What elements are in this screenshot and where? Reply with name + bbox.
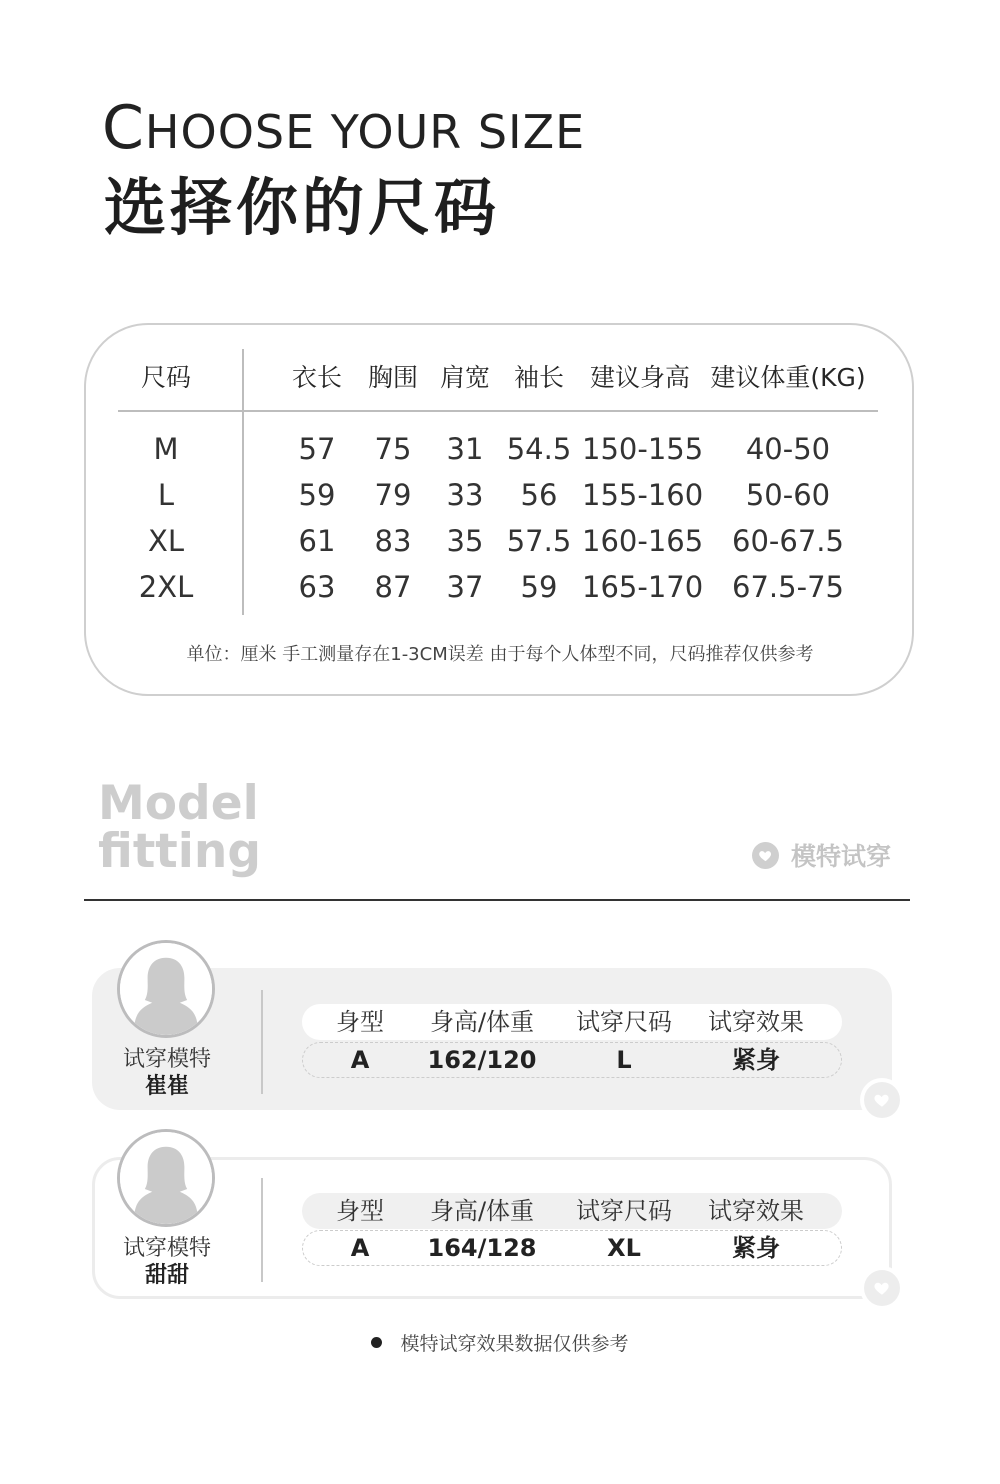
cell-chest: 83 [374,524,412,558]
cell-height: 155-160 [582,478,704,512]
cell-size: XL [147,524,185,558]
model-body-type: A [350,1234,370,1262]
cell-size: 2XL [138,570,194,604]
cell-sleeve: 54.5 [506,432,572,466]
model-fitting-tag-label: 模特试穿 [791,842,892,871]
cell-height: 160-165 [582,524,704,558]
model-effect: 紧身 [732,1234,780,1262]
cell-shoulder: 31 [446,432,484,466]
col-header-size: 尺码 [140,363,191,392]
cell-weight: 50-60 [745,478,831,512]
col-header-sleeve: 袖长 [513,363,564,392]
model-fitting-title: Model fitting [98,776,261,879]
cell-sleeve: 57.5 [506,524,572,558]
cell-shoulder: 37 [446,570,484,604]
cell-length: 59 [298,478,336,512]
model-height-weight: 162/120 [427,1046,537,1074]
cell-sleeve: 59 [520,570,558,604]
size-chart-vertical-divider [242,349,244,615]
model-card-divider [261,990,263,1094]
section-divider [84,899,910,901]
like-badge [860,1078,904,1122]
title-chinese: 选择你的尺码 [104,171,501,244]
col-header-weight: 建议体重(KG) [710,363,866,392]
cell-length: 61 [298,524,336,558]
cell-weight: 40-50 [745,432,831,466]
cell-height: 165-170 [582,570,704,604]
bullet-icon [371,1337,382,1348]
model-col-body-type: 身型 [336,1008,384,1036]
model-card-divider [261,1178,263,1282]
like-badge [860,1266,904,1310]
cell-length: 57 [298,432,336,466]
cell-shoulder: 33 [446,478,484,512]
col-header-length: 衣长 [291,363,342,392]
cell-weight: 60-67.5 [732,524,844,558]
model-col-height-weight: 身高/体重 [429,1008,535,1036]
model-size: L [616,1046,632,1074]
footnote: 模特试穿效果数据仅供参考 [0,1329,1000,1356]
col-header-height: 建议身高 [589,363,690,392]
cell-size: L [157,478,175,512]
cell-chest: 87 [374,570,412,604]
heart-icon [864,1270,900,1306]
cell-height: 150-155 [582,432,704,466]
cell-chest: 79 [374,478,412,512]
model-col-height-weight: 身高/体重 [429,1197,535,1225]
heart-icon [864,1082,900,1118]
model-name: 崔崔 [144,1074,189,1099]
model-col-effect: 试穿效果 [708,1197,804,1225]
col-header-chest: 胸围 [367,363,418,392]
model-col-size: 试穿尺码 [576,1008,672,1036]
model-col-size: 试穿尺码 [576,1197,672,1225]
measurement-note: 单位：厘米 手工测量存在1-3CM误差 由于每个人体型不同，尺码推荐仅供参考 [186,644,814,665]
model-label: 试穿模特 [122,1236,211,1261]
model-label: 试穿模特 [122,1047,211,1072]
cell-weight: 67.5-75 [732,570,844,604]
avatar-icon [117,940,215,1038]
avatar-icon [117,1129,215,1227]
size-chart-horizontal-divider [118,410,878,412]
cell-shoulder: 35 [446,524,484,558]
title-english: CHOOSE YOUR SIZE [102,93,586,163]
model-body-type: A [350,1046,370,1074]
model-fitting-tag [752,837,891,873]
cell-length: 63 [298,570,336,604]
cell-size: M [153,432,179,466]
model-col-body-type: 身型 [336,1197,384,1225]
cell-chest: 75 [374,432,412,466]
model-size: XL [607,1234,641,1262]
model-height-weight: 164/128 [427,1234,537,1262]
model-name: 甜甜 [144,1263,189,1288]
heart-icon [752,842,779,869]
model-effect: 紧身 [732,1046,780,1074]
col-header-shoulder: 肩宽 [439,363,490,392]
cell-sleeve: 56 [520,478,558,512]
model-col-effect: 试穿效果 [708,1008,804,1036]
